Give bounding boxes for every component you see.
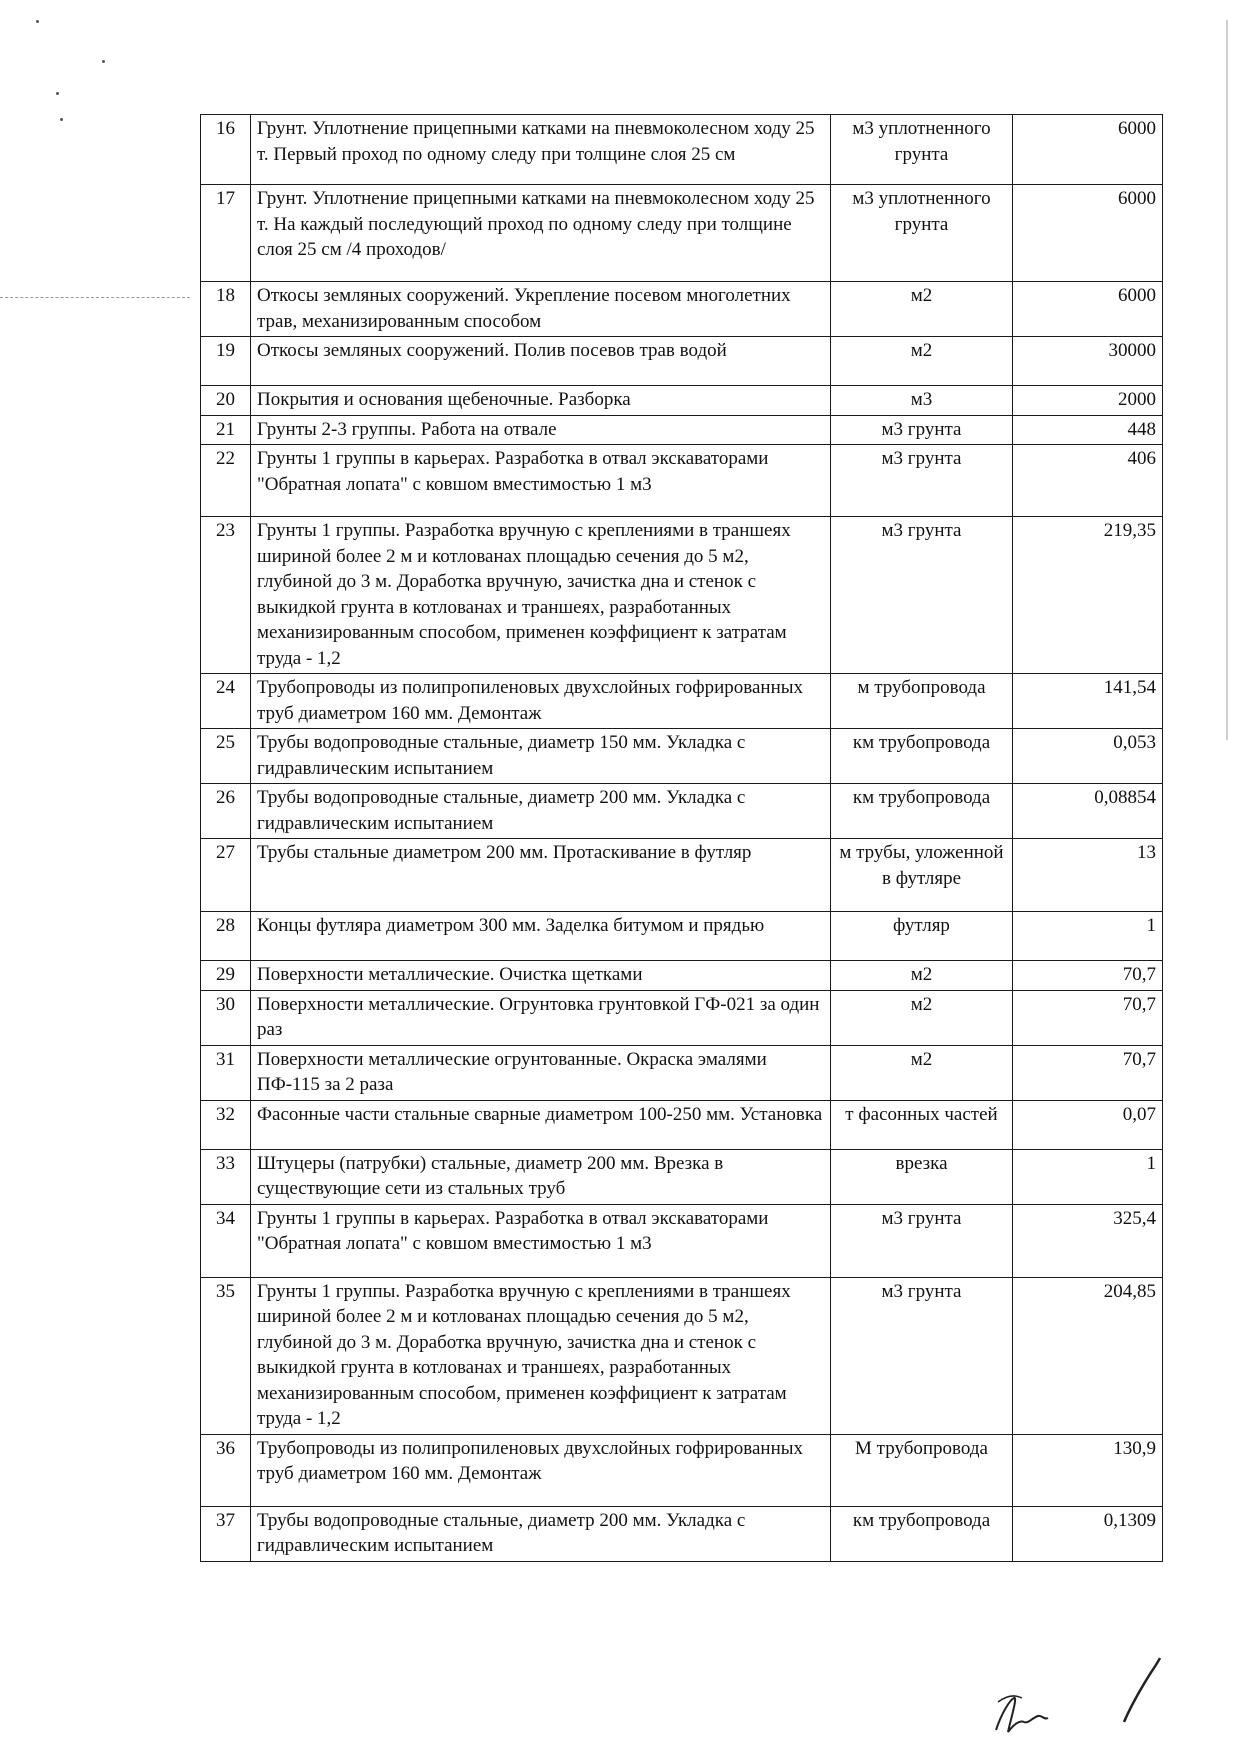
quantity: 0,053 <box>1013 729 1163 784</box>
row-number: 21 <box>201 415 251 445</box>
row-number: 26 <box>201 784 251 839</box>
unit-of-measure: м3 грунта <box>831 415 1013 445</box>
unit-of-measure: м3 грунта <box>831 445 1013 517</box>
quantity: 219,35 <box>1013 517 1163 674</box>
work-description: Трубы водопроводные стальные, диаметр 200 мм. Укладка с гидравлическим испытанием <box>251 784 831 839</box>
row-number: 35 <box>201 1277 251 1434</box>
row-number: 34 <box>201 1204 251 1277</box>
quantity: 141,54 <box>1013 674 1163 729</box>
scan-dash-line <box>0 297 190 298</box>
work-description: Грунт. Уплотнение прицепными катками на пневмоколесном ходу 25 т. Первый проход по одному следу при толщине слоя 25 см <box>251 115 831 185</box>
quantity: 0,1309 <box>1013 1506 1163 1561</box>
unit-of-measure: км трубопровода <box>831 1506 1013 1561</box>
table-row <box>201 185 1163 282</box>
quantity: 6000 <box>1013 282 1163 337</box>
table-row <box>201 445 1163 517</box>
table-row <box>201 1506 1163 1561</box>
quantity: 1 <box>1013 1149 1163 1204</box>
scan-speck <box>56 92 59 95</box>
row-number: 27 <box>201 839 251 912</box>
table-row <box>201 386 1163 416</box>
work-description: Грунты 1 группы в карьерах. Разработка в отвал экскаваторами "Обратная лопата" с ковшом вместимостью 1 м3 <box>251 445 831 517</box>
row-number: 20 <box>201 386 251 416</box>
quantity: 1 <box>1013 912 1163 961</box>
table-row <box>201 674 1163 729</box>
work-description: Откосы земляных сооружений. Полив посевов трав водой <box>251 337 831 386</box>
quantity: 406 <box>1013 445 1163 517</box>
table-row <box>201 282 1163 337</box>
row-number: 23 <box>201 517 251 674</box>
row-number: 18 <box>201 282 251 337</box>
work-description: Покрытия и основания щебеночные. Разборка <box>251 386 831 416</box>
work-description: Трубопроводы из полипропиленовых двухслойных гофрированных труб диаметром 160 мм. Демонтаж <box>251 674 831 729</box>
table-row <box>201 115 1163 185</box>
work-description: Трубы водопроводные стальные, диаметр 150 мм. Укладка с гидравлическим испытанием <box>251 729 831 784</box>
work-description: Трубы водопроводные стальные, диаметр 200 мм. Укладка с гидравлическим испытанием <box>251 1506 831 1561</box>
unit-of-measure: м3 грунта <box>831 1204 1013 1277</box>
unit-of-measure: м3 уплотненного грунта <box>831 115 1013 185</box>
unit-of-measure: м2 <box>831 961 1013 991</box>
unit-of-measure: т фасонных частей <box>831 1100 1013 1149</box>
table-row <box>201 1204 1163 1277</box>
row-number: 31 <box>201 1045 251 1100</box>
quantity: 70,7 <box>1013 1045 1163 1100</box>
scan-speck <box>36 20 39 23</box>
work-description: Грунты 1 группы в карьерах. Разработка в отвал экскаваторами "Обратная лопата" с ковшом вместимостью 1 м3 <box>251 1204 831 1277</box>
quantity: 325,4 <box>1013 1204 1163 1277</box>
table-row <box>201 839 1163 912</box>
scan-edge-line <box>1226 20 1228 740</box>
row-number: 22 <box>201 445 251 517</box>
unit-of-measure: км трубопровода <box>831 784 1013 839</box>
table-row <box>201 912 1163 961</box>
row-number: 37 <box>201 1506 251 1561</box>
quantity: 70,7 <box>1013 961 1163 991</box>
row-number: 24 <box>201 674 251 729</box>
works-table <box>200 114 1163 1562</box>
table-row <box>201 1434 1163 1506</box>
unit-of-measure: м2 <box>831 990 1013 1045</box>
unit-of-measure: м2 <box>831 337 1013 386</box>
table-row <box>201 415 1163 445</box>
work-description: Трубы стальные диаметром 200 мм. Протаскивание в футляр <box>251 839 831 912</box>
unit-of-measure: м трубы, уложенной в футляре <box>831 839 1013 912</box>
work-description: Поверхности металлические. Очистка щетками <box>251 961 831 991</box>
work-description: Штуцеры (патрубки) стальные, диаметр 200 мм. Врезка в существующие сети из стальных труб <box>251 1149 831 1204</box>
row-number: 28 <box>201 912 251 961</box>
signature-stroke <box>1116 1650 1166 1730</box>
row-number: 16 <box>201 115 251 185</box>
work-description: Трубопроводы из полипропиленовых двухслойных гофрированных труб диаметром 160 мм. Демонтаж <box>251 1434 831 1506</box>
works-table-body <box>201 115 1163 1562</box>
quantity: 130,9 <box>1013 1434 1163 1506</box>
table-row <box>201 784 1163 839</box>
unit-of-measure: футляр <box>831 912 1013 961</box>
quantity: 448 <box>1013 415 1163 445</box>
work-description: Грунт. Уплотнение прицепными катками на пневмоколесном ходу 25 т. На каждый последующий проход по одному следу при толщине слоя 25 см /4 проходов/ <box>251 185 831 282</box>
row-number: 30 <box>201 990 251 1045</box>
quantity: 204,85 <box>1013 1277 1163 1434</box>
work-description: Грунты 2-3 группы. Работа на отвале <box>251 415 831 445</box>
work-description: Поверхности металлические огрунтованные. Окраска эмалями ПФ-115 за 2 раза <box>251 1045 831 1100</box>
unit-of-measure: м3 грунта <box>831 1277 1013 1434</box>
row-number: 29 <box>201 961 251 991</box>
unit-of-measure: м3 уплотненного грунта <box>831 185 1013 282</box>
table-row <box>201 337 1163 386</box>
work-description: Концы футляра диаметром 300 мм. Заделка битумом и прядью <box>251 912 831 961</box>
table-row <box>201 1277 1163 1434</box>
quantity: 0,07 <box>1013 1100 1163 1149</box>
table-row <box>201 961 1163 991</box>
signature-scribble <box>988 1672 1068 1742</box>
work-description: Грунты 1 группы. Разработка вручную с креплениями в траншеях шириной более 2 м и котлованах площадью сечения до 5 м2, глубиной до 3 м. Доработка вручную, зачистка дна и стенок с выкидкой грунта в котлованах и траншеях, разработанных механизированным способом, применен коэффициент к затратам труда - 1,2 <box>251 1277 831 1434</box>
quantity: 6000 <box>1013 185 1163 282</box>
unit-of-measure: м2 <box>831 1045 1013 1100</box>
unit-of-measure: км трубопровода <box>831 729 1013 784</box>
row-number: 19 <box>201 337 251 386</box>
row-number: 36 <box>201 1434 251 1506</box>
unit-of-measure: м трубопровода <box>831 674 1013 729</box>
row-number: 33 <box>201 1149 251 1204</box>
quantity: 13 <box>1013 839 1163 912</box>
unit-of-measure: м3 <box>831 386 1013 416</box>
work-description: Фасонные части стальные сварные диаметром 100-250 мм. Установка <box>251 1100 831 1149</box>
quantity: 2000 <box>1013 386 1163 416</box>
work-description: Грунты 1 группы. Разработка вручную с креплениями в траншеях шириной более 2 м и котлованах площадью сечения до 5 м2, глубиной до 3 м. Доработка вручную, зачистка дна и стенок с выкидкой грунта в котлованах и траншеях, разработанных механизированным способом, применен коэффициент к затратам труда - 1,2 <box>251 517 831 674</box>
quantity: 30000 <box>1013 337 1163 386</box>
table-row <box>201 1100 1163 1149</box>
table-row <box>201 517 1163 674</box>
unit-of-measure: М трубопровода <box>831 1434 1013 1506</box>
table-row <box>201 1149 1163 1204</box>
table-row <box>201 1045 1163 1100</box>
work-description: Поверхности металлические. Огрунтовка грунтовкой ГФ-021 за один раз <box>251 990 831 1045</box>
quantity: 70,7 <box>1013 990 1163 1045</box>
quantity: 6000 <box>1013 115 1163 185</box>
scan-speck <box>60 118 63 121</box>
unit-of-measure: м2 <box>831 282 1013 337</box>
row-number: 25 <box>201 729 251 784</box>
work-description: Откосы земляных сооружений. Укрепление посевом многолетних трав, механизированным способом <box>251 282 831 337</box>
scan-speck <box>102 60 105 63</box>
quantity: 0,08854 <box>1013 784 1163 839</box>
table-row <box>201 990 1163 1045</box>
table-row <box>201 729 1163 784</box>
unit-of-measure: м3 грунта <box>831 517 1013 674</box>
unit-of-measure: врезка <box>831 1149 1013 1204</box>
row-number: 32 <box>201 1100 251 1149</box>
row-number: 17 <box>201 185 251 282</box>
